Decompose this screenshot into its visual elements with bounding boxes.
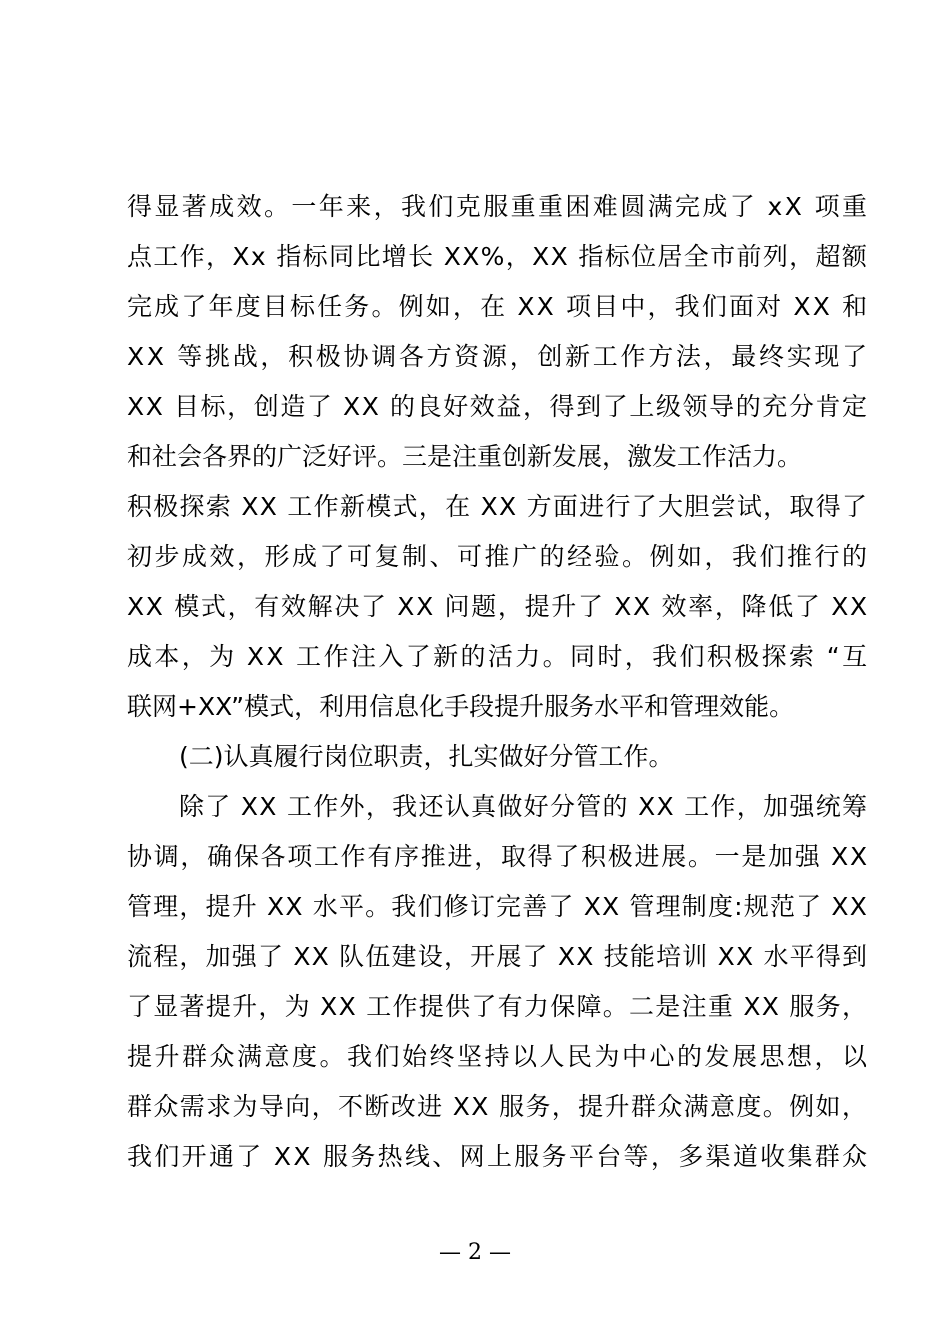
text-line: XX 目标，创造了 XX 的良好效益，得到了上级领导的充分肯定	[127, 392, 869, 421]
text-line: 完成了年度目标任务。例如，在 XX 项目中，我们面对 XX 和	[127, 292, 870, 321]
text-line: 群众需求为导向，不断改进 XX 服务，提升群众满意度。例如，	[127, 1092, 869, 1121]
text-line: 点工作，Xx 指标同比增长 XX%，XX 指标位居全市前列，超额	[127, 242, 869, 271]
text-line: XX 模式，有效解决了 XX 问题，提升了 XX 效率，降低了 XX	[127, 592, 869, 621]
text-line: 提升群众满意度。我们始终坚持以人民为中心的发展思想，以	[127, 1042, 870, 1071]
text-line: 和社会各界的广泛好评。三是注重创新发展，激发工作活力。	[127, 442, 803, 471]
body-text	[127, 182, 870, 1182]
text-line: 成本，为 XX 工作注入了新的活力。同时，我们积极探索 “互	[127, 642, 870, 671]
text-line: 了显著提升，为 XX 工作提供了有力保障。二是注重 XX 服务，	[127, 992, 869, 1021]
text-line: 我们开通了 XX 服务热线、网上服务平台等，多渠道收集群众	[127, 1142, 870, 1171]
text-line: 流程，加强了 XX 队伍建设，开展了 XX 技能培训 XX 水平得到	[127, 942, 869, 971]
text-line: 协调，确保各项工作有序推进，取得了积极进展。一是加强 XX	[127, 842, 869, 871]
text-line: 联网+XX”模式，利用信息化手段提升服务水平和管理效能。	[127, 692, 795, 721]
text-line: 得显著成效。一年来，我们克服重重困难圆满完成了 xX 项重	[127, 192, 870, 221]
text-line: (二)认真履行岗位职责，扎实做好分管工作。	[179, 742, 674, 771]
text-line: XX 等挑战，积极协调各方资源，创新工作方法，最终实现了	[127, 342, 870, 371]
text-line: 管理，提升 XX 水平。我们修订完善了 XX 管理制度:规范了 XX	[127, 892, 869, 921]
text-line: 除了 XX 工作外，我还认真做好分管的 XX 工作，加强统筹	[179, 792, 869, 821]
page-number: — 2 —	[439, 1240, 511, 1265]
text-line: 积极探索 XX 工作新模式，在 XX 方面进行了大胆尝试，取得了	[127, 492, 869, 521]
text-line: 初步成效，形成了可复制、可推广的经验。例如，我们推行的	[127, 542, 870, 571]
